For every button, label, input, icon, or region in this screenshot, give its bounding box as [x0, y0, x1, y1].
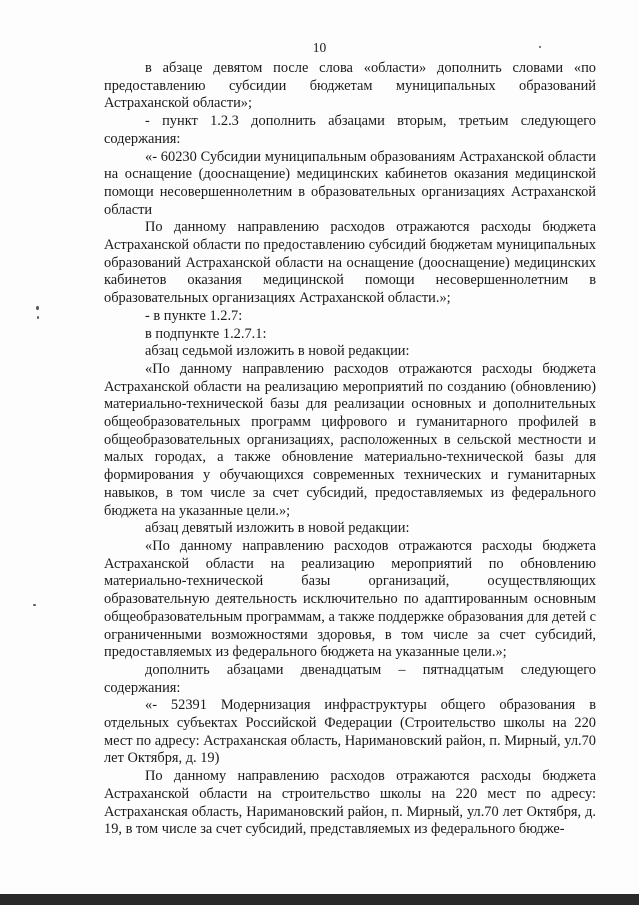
paragraph-12: «- 52391 Модернизация инфраструктуры общего образования в отдельных субъектах Российской Федерации (Строительство школы на 220 мест по адресу: Астраханская область, Наримановский район, п. Мирный, ул.70 лет Октября, д. 19) — [104, 697, 596, 767]
paragraph-10: «По данному направлению расходов отражаются расходы бюджета Астраханской области на реализацию мероприятий по обновлению материально-технической базы организаций, осуществляющих образовательную деятельность исключительно по адаптированным основным общеобразовательным программам, а также поддержке образования для детей с ограниченными возможностями здоровья, в том числе за счет субсидий, предоставляемых из федерального бюджета на указанные цели.»; — [104, 537, 596, 661]
scan-speck — [37, 316, 39, 319]
paragraph-11: дополнить абзацами двенадцатым – пятнадцатым следующего содержания: — [104, 661, 596, 696]
paragraph-2: - пункт 1.2.3 дополнить абзацами вторым, третьим следующего содержания: — [104, 113, 596, 147]
paragraph-7: абзац седьмой изложить в новой редакции: — [145, 343, 410, 360]
scan-speck — [33, 604, 36, 606]
paragraph-4: По данному направлению расходов отражаются расходы бюджета Астраханской области по предоставлению субсидий бюджетам муниципальных образований Астраханской области на оснащение (дооснащение) медицинских кабинетов оказания медицинской помощи несовершеннолетним в образовательных организациях Астраханской области.»; — [104, 219, 596, 307]
scan-bottom-edge — [0, 894, 639, 905]
paragraph-9: абзац девятый изложить в новой редакции: — [145, 520, 410, 537]
paragraph-8: «По данному направлению расходов отражаются расходы бюджета Астраханской области на реализацию мероприятий по созданию (обновлению) материально-технической базы для реализации основных и дополнительных общеобразовательных программ цифрового и гуманитарного профилей в общеобразовательных организациях, расположенных в сельской местности и малых городах, а также обновление материально-технической базы для формирования у обучающихся современных технических и гуманитарных навыков, в том числе за счет субсидий, предоставляемых из федерального бюджета на указанные цели.»; — [104, 360, 596, 519]
document-body — [104, 60, 596, 839]
scan-speck — [539, 46, 541, 48]
paragraph-5: - в пункте 1.2.7: — [145, 307, 243, 324]
paragraph-3: «- 60230 Субсидии муниципальным образованиям Астраханской области на оснащение (дооснащение) медицинских кабинетов оказания медицинской помощи несовершеннолетним в образовательных организациях Астраханской области — [104, 148, 596, 218]
page-number: 10 — [312, 40, 327, 55]
scan-speck — [36, 306, 39, 310]
paragraph-13: По данному направлению расходов отражаются расходы бюджета Астраханской области на строительство школы на 220 мест по адресу: Астраханская область, Наримановский район, п. Мирный, ул.70 лет Октября, д. 19, в том числе за счет субсидий, представляемых из федерального бюдже- — [104, 768, 596, 838]
paragraph-1: в абзаце девятом после слова «области» дополнить словами «по предоставлению субсидии бюджетам муниципальных образований Астраханской области»; — [104, 60, 596, 112]
paragraph-6: в подпункте 1.2.7.1: — [145, 325, 267, 342]
